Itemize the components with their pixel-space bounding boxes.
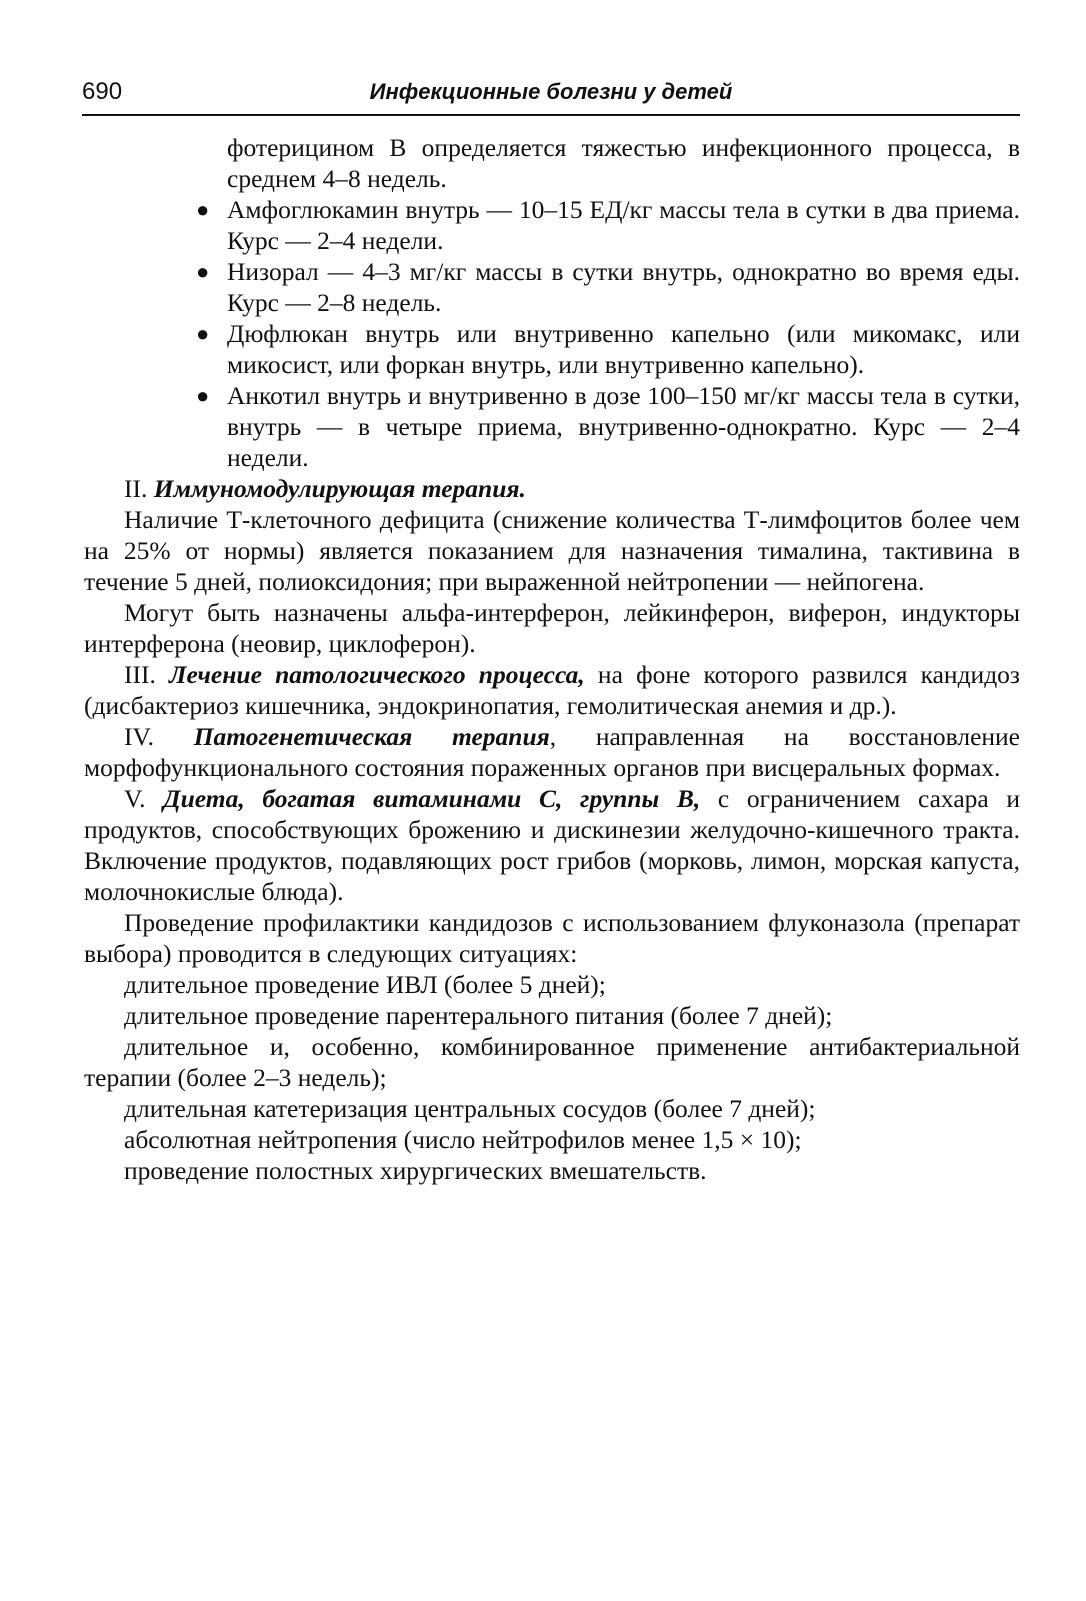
page-body — [84, 132, 1020, 1186]
section-text: на фоне которого развился кандидоз (дисбактериоз кишечника, эндокринопатия, гемолитическая анемия и др.). — [84, 660, 1020, 720]
condition-item: длительное и, особенно, комбинированное применение антибактериальной терапии (более 2–3 недель); — [84, 1032, 1020, 1092]
section-text: , направленная на восстановление морфофункционального состояния пораженных органов при висцеральных формах. — [84, 722, 1020, 782]
section-title: Лечение патологического процесса, — [169, 660, 585, 689]
section-title: Иммуномодулирующая терапия. — [153, 474, 526, 503]
list-item-text: Дюфлюкан внутрь или внутривенно капельно (или микомакс, или микосист, или форкан внутрь, или внутривенно капельно). — [227, 319, 1020, 379]
condition-item: абсолютная нейтропения (число нейтрофилов менее 1,5 × 10); — [124, 1125, 802, 1154]
bullet-icon: ● — [196, 383, 210, 408]
continuation-paragraph: фотерицином В определяется тяжестью инфекционного процесса, в среднем 4–8 недель. — [227, 133, 1020, 193]
section-heading-immunomodulating — [84, 473, 1020, 504]
page-header — [82, 74, 1020, 116]
paragraph-t-cell: Наличие Т-клеточного дефицита (снижение количества Т-лимфоцитов более чем на 25% от нормы) является показанием для назначения тималина, тактивина в течение 5 дней, полиоксидония; при выраженной нейтропении — нейпогена. — [84, 505, 1020, 596]
section-numeral: III. — [124, 660, 156, 689]
drug-list — [84, 194, 1020, 473]
paragraph-prophylaxis: Проведение профилактики кандидозов с использованием флуконазола (препарат выбора) проводится в следующих ситуациях: — [84, 908, 1020, 968]
section-text: с ограничением сахара и продуктов, способствующих брожению и дискинезии желудочно-кишечного тракта. Включение продуктов, подавляющих рост грибов (морковь, лимон, морская капуста, молочнокислые блюда). — [84, 784, 1020, 906]
list-item — [84, 256, 1020, 318]
list-item — [84, 194, 1020, 256]
list-item — [84, 380, 1020, 473]
paragraph-interferon: Могут быть назначены альфа-интерферон, лейкинферон, виферон, индукторы интерферона (неовир, циклоферон). — [84, 598, 1020, 658]
condition-item: длительная катетеризация центральных сосудов (более 7 дней); — [124, 1094, 816, 1123]
section-title: Патогенетическая терапия — [193, 722, 550, 751]
list-item-text: Анкотил внутрь и внутривенно в дозе 100–150 мг/кг массы тела в сутки, внутрь — в четыре приема, внутривенно-однократно. Курс — 2–4 недели. — [227, 381, 1020, 472]
bullet-icon: ● — [196, 197, 210, 222]
section-diet — [84, 783, 1020, 907]
page-number: 690 — [82, 78, 123, 105]
condition-item: длительное проведение ИВЛ (более 5 дней); — [124, 970, 606, 999]
section-numeral: V. — [124, 784, 146, 813]
list-item — [84, 318, 1020, 380]
running-title: Инфекционные болезни у детей — [369, 79, 733, 104]
condition-item: проведение полостных хирургических вмешательств. — [124, 1156, 707, 1185]
section-title: Диета, богатая витаминами С, группы В, — [163, 784, 701, 813]
section-numeral: II. — [124, 474, 148, 503]
list-item-text: Амфоглюкамин внутрь — 10–15 ЕД/кг массы тела в сутки в два приема. Курс — 2–4 недели. — [227, 195, 1020, 255]
section-pathological-process — [84, 659, 1020, 721]
condition-item: длительное проведение парентерального питания (более 7 дней); — [124, 1001, 833, 1030]
section-numeral: IV. — [124, 722, 154, 751]
section-pathogenetic-therapy — [84, 721, 1020, 783]
bullet-icon: ● — [196, 321, 210, 346]
list-item-text: Низорал — 4–3 мг/кг массы в сутки внутрь, однократно во время еды. Курс — 2–8 недель. — [227, 257, 1020, 317]
bullet-icon: ● — [196, 259, 210, 284]
